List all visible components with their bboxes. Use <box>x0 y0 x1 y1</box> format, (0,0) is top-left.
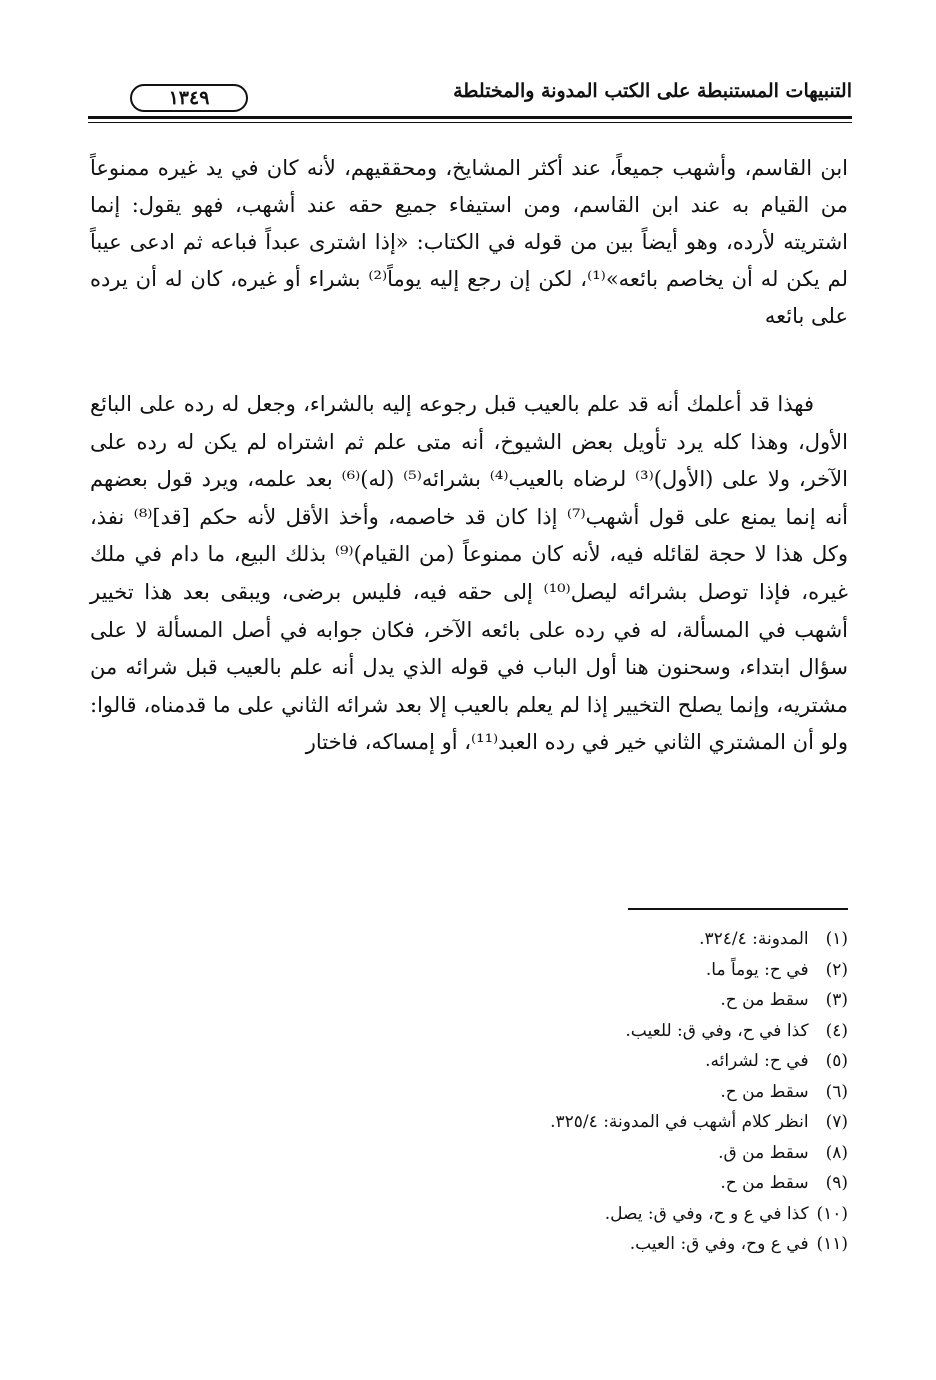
footnote-number: (٤) <box>825 1020 848 1041</box>
footnote-item <box>360 955 848 986</box>
footnotes-list <box>360 924 848 1260</box>
footnote-item <box>360 985 848 1016</box>
footnote-item <box>360 1229 848 1260</box>
footnote-text: انظر كلام أشهب في المدونة: ٣٢٥/٤. <box>550 1112 809 1132</box>
footnote-text: المدونة: ٣٢٤/٤. <box>699 929 809 949</box>
footnote-item <box>360 1107 848 1138</box>
page-number: ١٣٤٩ <box>130 84 248 112</box>
footnote-text: سقط من ح. <box>720 1173 809 1193</box>
footnote-text: في ح: يوماً ما. <box>705 959 809 980</box>
footnote-text: سقط من ق. <box>718 1142 809 1163</box>
footnote-number: (٧) <box>825 1112 848 1132</box>
running-title: التنبيهات المستنبطة على الكتب المدونة والمختلطة <box>453 80 852 102</box>
footnote-item <box>360 1016 848 1047</box>
footnote-number: (٩) <box>825 1173 848 1193</box>
footnote-number: (١١) <box>816 1234 848 1254</box>
header-rule-thick <box>88 116 852 119</box>
footnote-text: في ع وح، وفي ق: العيب. <box>629 1234 809 1254</box>
footnote-number: (١) <box>825 929 848 949</box>
footnote-text: كذا في ع و ح، وفي ق: يصل. <box>604 1203 809 1224</box>
paragraph-1: ابن القاسم، وأشهب جميعاً، عند أكثر المشايخ، ومحققيهم، لأنه كان في يد غيره ممنوعاً من القيام به عند ابن القاسم، ومن استيفاء جميع حقه عند أشهب، فهو يقول: إنما اشتريته لأرده، وهو أيضاً بين من قوله في الكتاب: «إذا اشترى عبداً فباعه ثم ادعى عيباً لم يكن له أن يخاصم بائعه»⁽¹⁾، لكن إن رجع إليه يوماً⁽²⁾ بشراء أو غيره، كان له أن يرده على بائعه <box>90 156 848 328</box>
footnote-text: سقط من ح. <box>720 1081 809 1102</box>
main-text-block <box>90 150 848 335</box>
footnote-item <box>360 924 848 955</box>
footnote-number: (٥) <box>825 1051 848 1071</box>
footnote-item <box>360 1199 848 1230</box>
footnote-number: (٣) <box>825 990 848 1010</box>
footnote-separator <box>628 908 848 910</box>
footnote-item <box>360 1046 848 1077</box>
header-rule-thin <box>88 122 852 123</box>
footnote-text: كذا في ح، وفي ق: للعيب. <box>625 1020 809 1041</box>
footnote-item <box>360 1077 848 1108</box>
footnote-text: سقط من ح. <box>720 990 809 1010</box>
footnote-item <box>360 1168 848 1199</box>
footnote-number: (٨) <box>825 1142 848 1163</box>
footnote-number: (٦) <box>825 1081 848 1102</box>
footnote-number: (١٠) <box>816 1203 848 1224</box>
footnote-item <box>360 1138 848 1169</box>
footnote-text: في ح: لشرائه. <box>705 1051 809 1071</box>
footnote-number: (٢) <box>825 959 848 980</box>
paragraph-2: فهذا قد أعلمك أنه قد علم بالعيب قبل رجوعه إليه بالشراء، وجعل له رده على البائع الأول، وهذا كله يرد تأويل بعض الشيوخ، أنه متى علم ثم اشتراه لم يكن له رده على الآخر، ولا على (الأول)⁽³⁾ لرضاه بالعيب⁽⁴⁾ بشرائه⁽⁵⁾ (له)⁽⁶⁾ بعد علمه، ويرد قول بعضهم أنه إنما يمنع على قول أشهب⁽⁷⁾ إذا كان قد خاصمه، وأخذ الأقل لأنه حكم [قد]⁽⁸⁾ نفذ، وكل هذا لا حجة لقائله فيه، لأنه كان ممنوعاً (من القيام)⁽⁹⁾ بذلك البيع، ما دام في ملك غيره، فإذا توصل بشرائه ليصل⁽¹⁰⁾ إلى حقه فيه، فليس برضى، ويبقى بعد هذا تخيير أشهب في المسألة، له في رده على بائعه الآخر، فكان جوابه في أصل المسألة لا على سؤال ابتداء، وسحنون هنا أول الباب في قوله الذي يدل أنه علم بالعيب قبل شرائه من مشتريه، وإنما يصلح التخيير إذا لم يعلم بالعيب إلا بعد شرائه الثاني على ما قدمناه، قالوا: ولو أن المشتري الثاني خير في رده العبد⁽¹¹⁾، أو إمساكه، فاختار <box>90 392 848 755</box>
page-header <box>88 80 852 130</box>
